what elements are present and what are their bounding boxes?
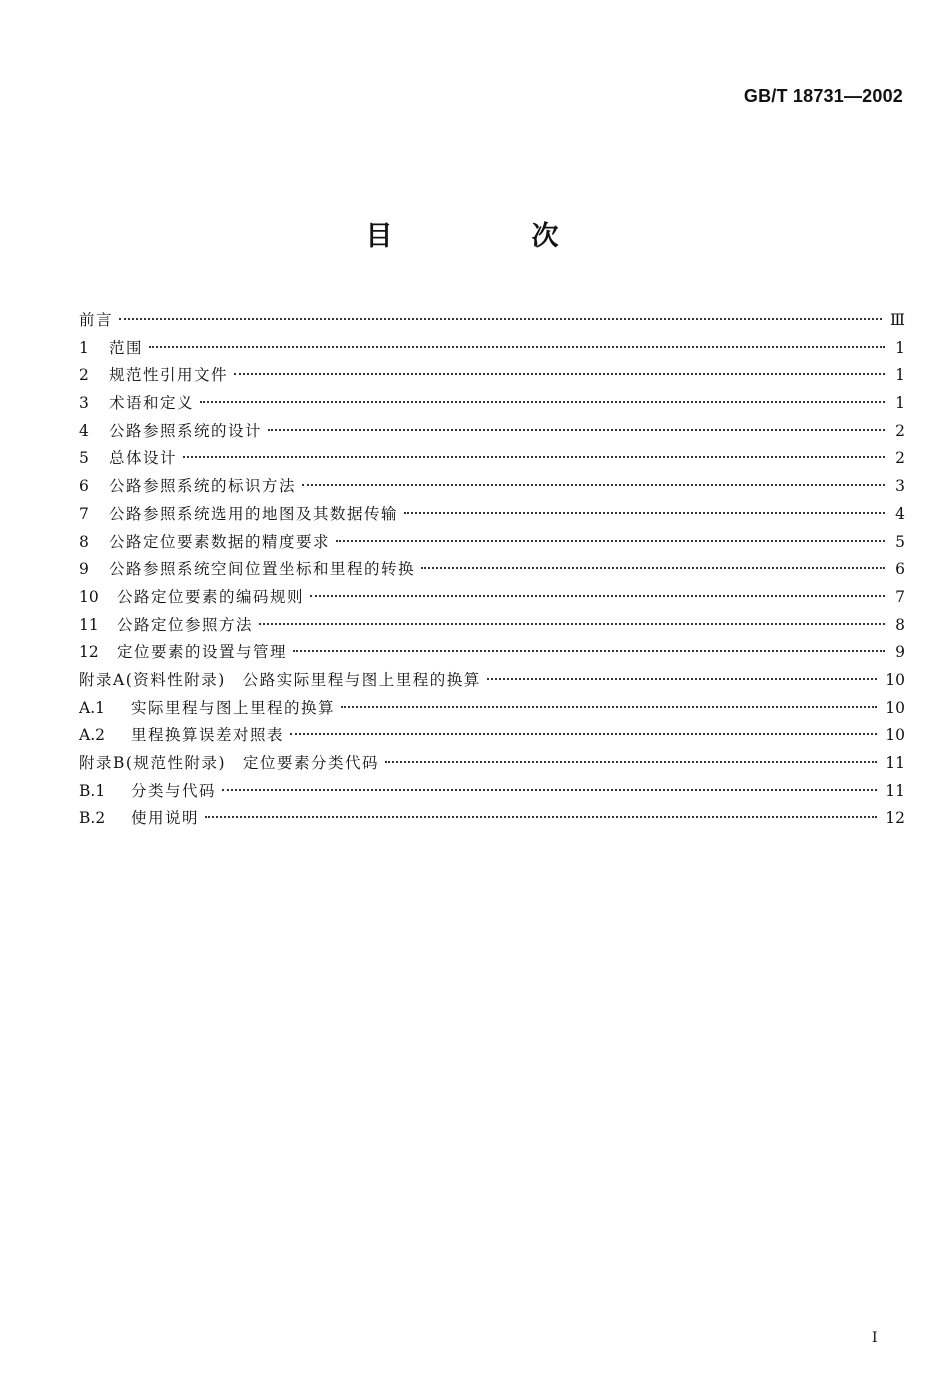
toc-leader-dots	[385, 761, 877, 763]
toc-leader-dots	[310, 595, 885, 597]
toc-entry-label: 公路定位要素数据的精度要求	[109, 532, 331, 551]
toc-entry-page: 4	[895, 504, 905, 523]
toc-entry-11[interactable]	[79, 612, 905, 640]
toc-entry-7[interactable]	[79, 501, 905, 529]
toc-entry-page: 10	[885, 726, 905, 745]
toc-leader-dots	[149, 346, 885, 348]
toc-entry-a2[interactable]	[79, 722, 905, 750]
toc-entry-page: 10	[885, 670, 905, 689]
toc-leader-dots	[234, 373, 885, 375]
standard-code: GB/T 18731—2002	[743, 86, 903, 106]
toc-entry-label: 使用说明	[131, 809, 200, 828]
toc-entry-label: 术语和定义	[109, 394, 195, 413]
toc-entry-page: 1	[895, 366, 905, 385]
toc-entry-10[interactable]	[79, 584, 905, 612]
toc-entry-4[interactable]	[79, 418, 905, 446]
toc-entry-number: 3	[79, 394, 89, 413]
toc-entry-label: 分类与代码	[131, 781, 217, 800]
toc-entry-page: 2	[895, 421, 905, 440]
toc-entry-page: Ⅲ	[890, 311, 905, 329]
toc-entry-page: 6	[895, 560, 905, 579]
page-number: I	[872, 1330, 878, 1346]
toc-leader-dots	[404, 512, 885, 514]
toc-entry-page: 1	[895, 394, 905, 413]
toc-entry-label: 定位要素的设置与管理	[117, 643, 288, 662]
toc-entry-number: 8	[79, 532, 89, 551]
toc-entry-label: 附录B(规范性附录) 定位要素分类代码	[79, 754, 379, 772]
toc-entry-number: 4	[79, 421, 89, 440]
toc-entry-label: 附录A(资料性附录) 公路实际里程与图上里程的换算	[79, 670, 481, 689]
toc-entry-page: 12	[885, 809, 905, 828]
toc-entry-foreword[interactable]	[79, 307, 905, 335]
toc-entry-number: 5	[79, 449, 89, 468]
toc-entry-number: B.2	[79, 809, 106, 828]
toc-entry-page: 3	[895, 477, 905, 496]
toc-entry-5[interactable]	[79, 445, 905, 473]
toc-entry-number: 9	[79, 560, 89, 579]
toc-entry-label: 里程换算误差对照表	[131, 726, 285, 745]
toc-entry-number: 2	[79, 366, 89, 385]
toc-entry-label: 前言	[79, 311, 114, 329]
toc-entry-page: 11	[885, 754, 905, 772]
toc-entry-appendix-b[interactable]	[79, 750, 905, 778]
toc-entry-9[interactable]	[79, 556, 905, 584]
toc-leader-dots	[336, 540, 885, 542]
toc-entry-page: 5	[895, 532, 905, 551]
toc-leader-dots	[119, 318, 882, 320]
toc-entry-appendix-a[interactable]	[79, 667, 905, 695]
toc-entry-page: 11	[885, 781, 905, 800]
toc-leader-dots	[183, 456, 885, 458]
toc-leader-dots	[222, 789, 877, 791]
page-title: 目 次	[365, 221, 615, 252]
toc-entry-page: 8	[895, 615, 905, 634]
toc-entry-label: 公路参照系统的标识方法	[109, 477, 297, 496]
toc-leader-dots	[290, 733, 877, 735]
toc-entry-label: 公路定位参照方法	[117, 615, 254, 634]
toc-entry-b1[interactable]	[79, 778, 905, 806]
toc-entry-page: 1	[895, 338, 905, 357]
toc-leader-dots	[421, 567, 885, 569]
toc-leader-dots	[487, 678, 877, 680]
toc-entry-label: 范围	[109, 338, 144, 357]
toc-entry-3[interactable]	[79, 390, 905, 418]
toc-entry-label: 公路参照系统的设计	[109, 421, 263, 440]
toc-entry-label: 公路定位要素的编码规则	[117, 587, 305, 606]
toc-entry-number: B.1	[79, 781, 106, 800]
toc-leader-dots	[259, 623, 885, 625]
table-of-contents	[79, 307, 905, 833]
toc-entry-number: 6	[79, 477, 89, 496]
toc-entry-2[interactable]	[79, 362, 905, 390]
toc-entry-page: 9	[895, 643, 905, 662]
toc-entry-8[interactable]	[79, 529, 905, 557]
toc-leader-dots	[302, 484, 885, 486]
toc-entry-label: 规范性引用文件	[109, 366, 229, 385]
toc-entry-page: 2	[895, 449, 905, 468]
toc-entry-page: 10	[885, 698, 905, 717]
toc-entry-a1[interactable]	[79, 695, 905, 723]
toc-entry-number: 7	[79, 504, 89, 523]
toc-leader-dots	[200, 401, 885, 403]
toc-entry-number: 1	[79, 338, 89, 357]
toc-leader-dots	[341, 706, 877, 708]
toc-entry-page: 7	[895, 587, 905, 606]
toc-entry-12[interactable]	[79, 639, 905, 667]
toc-leader-dots	[205, 816, 877, 818]
toc-entry-6[interactable]	[79, 473, 905, 501]
toc-entry-label: 公路参照系统选用的地图及其数据传输	[109, 504, 399, 523]
toc-leader-dots	[268, 429, 885, 431]
toc-entry-label: 总体设计	[109, 449, 178, 468]
toc-entry-1[interactable]	[79, 335, 905, 363]
toc-entry-b2[interactable]	[79, 805, 905, 833]
toc-entry-number: 10	[79, 587, 99, 606]
toc-entry-label: 实际里程与图上里程的换算	[131, 698, 336, 717]
toc-entry-number: 11	[79, 615, 99, 634]
toc-leader-dots	[293, 650, 885, 652]
toc-entry-number: 12	[79, 643, 99, 662]
toc-entry-number: A.1	[79, 698, 105, 717]
toc-entry-number: A.2	[79, 726, 105, 745]
toc-entry-label: 公路参照系统空间位置坐标和里程的转换	[109, 560, 416, 579]
